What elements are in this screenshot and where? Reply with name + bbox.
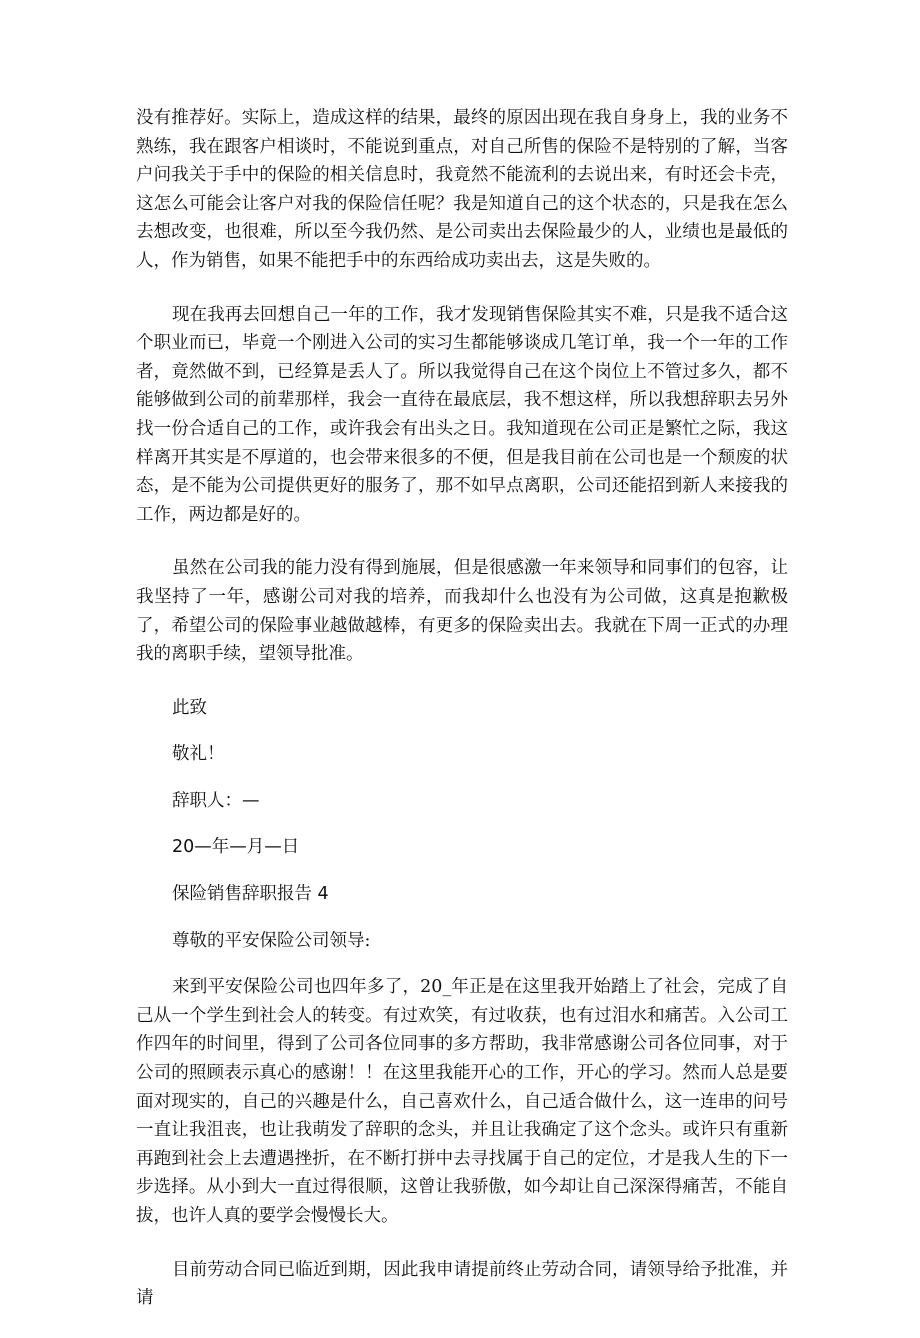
paragraph-4: 来到平安保险公司也四年多了，20_年正是在这里我开始踏上了社会，完成了自己从一个学生到社会人的转变。有过欢笑，有过收获，也有过泪水和痛苦。入公司工作四年的时间里，得到了公司各位同事的多方帮助，我非常感谢公司各位同事，对于公司的照顾表示真心的感谢！！在这里我能开心的工作，开心的学习。然而人总是要面对现实的，自己的兴趣是什么，自己喜欢什么，自己适合做什么，这一连串的问号一直让我沮丧，也让我萌发了辞职的念头，并且让我确定了这个念头。或许只有重新再跑到社会上去遭遇挫折，在不断打拼中去寻找属于自己的定位，才是我人生的下一步选择。从小到大一直过得很顺，这曾让我骄傲，如今却让自己深深得痛苦，不能自拔，也许人真的要学会慢慢长大。 [136, 977, 788, 1226]
greeting: 尊敬的平安保险公司领导: [172, 930, 371, 951]
section-title: 保险销售辞职报告 4 [172, 884, 329, 905]
paragraph-2: 现在我再去回想自己一年的工作，我才发现销售保险其实不难，只是我不适合这个职业而已，毕竟一个刚进入公司的实习生都能够谈成几笔订单，我一个一年的工作者，竟然做不到，已经算是丢人了。所以我觉得自己在这个岗位上不管过多久，都不能够做到公司的前辈那样，我会一直待在最底层，我不想这样，所以我想辞职去另外找一份合适自己的工作，或许我会有出头之日。我知道现在公司正是繁忙之际，我这样离开其实是不厚道的，也会带来很多的不便，但是我目前在公司也是一个颓废的状态，是不能为公司提供更好的服务了，那不如早点离职，公司还能招到新人来接我的工作，两边都是好的。 [136, 304, 788, 525]
signer-line: 辞职人：— [172, 790, 260, 811]
paragraph-5: 目前劳动合同已临近到期，因此我申请提前终止劳动合同，请领导给予批准，并请 [136, 1259, 788, 1309]
paragraph-1: 没有推荐好。实际上，造成这样的结果，最终的原因出现在我自身身上，我的业务不熟练，我在跟客户相谈时，不能说到重点，对自己所售的保险不是特别的了解，当客户问我关于手中的保险的相关信息时，我竟然不能流利的去说出来，有时还会卡壳，这怎么可能会让客户对我的保险信任呢？我是知道自己的这个状态的，只是我在怎么去想改变，也很难，所以至今我仍然、是公司卖出去保险最少的人，业绩也是最低的人，作为销售，如果不能把手中的东西给成功卖出去，这是失败的。 [136, 108, 788, 271]
closing-salutation: 此致 [172, 697, 207, 718]
document-page [136, 104, 788, 1338]
closing-regards: 敬礼！ [172, 744, 225, 765]
paragraph-3: 虽然在公司我的能力没有得到施展，但是很感激一年来领导和同事们的包容，让我坚持了一年，感谢公司对我的培养，而我却什么也没有为公司做，这真是抱歉极了，希望公司的保险事业越做越棒，有更多的保险卖出去。我就在下周一正式的办理我的离职手续，望领导批准。 [136, 558, 788, 665]
date-line: 20—年—月—日 [172, 837, 300, 858]
